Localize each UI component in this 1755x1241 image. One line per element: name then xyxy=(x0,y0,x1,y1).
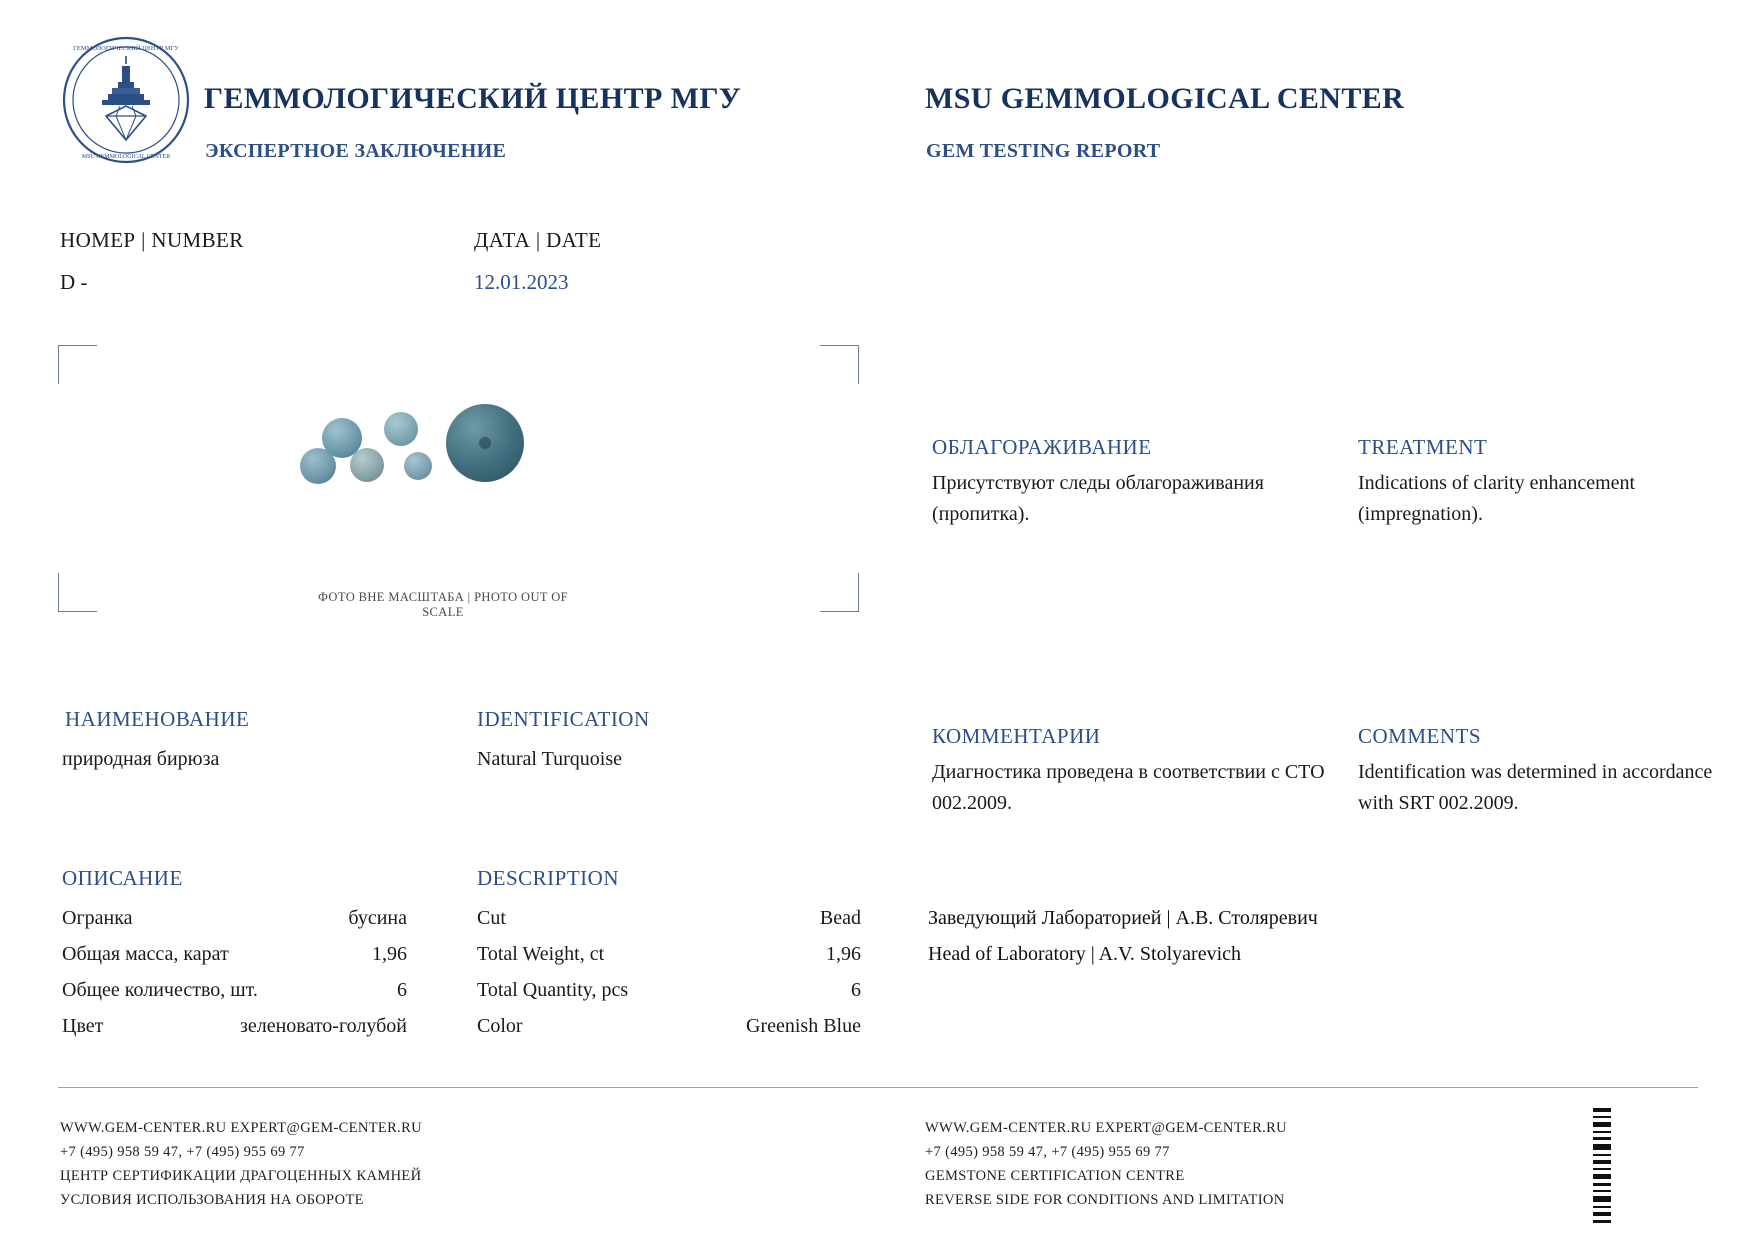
svg-text:MSU GEMMOLOGICAL CENTER: MSU GEMMOLOGICAL CENTER xyxy=(81,154,171,160)
number-value: D - xyxy=(60,270,88,294)
description-table-ru xyxy=(62,900,407,1044)
bead-6 xyxy=(404,452,432,480)
bead-5 xyxy=(350,448,384,482)
number-label: НОМЕР | NUMBER xyxy=(60,228,244,252)
row-value: зеленовато-голубой xyxy=(239,1015,407,1037)
treatment-title-ru: ОБЛАГОРАЖИВАНИЕ xyxy=(932,435,1152,459)
footer-right xyxy=(925,1116,1287,1212)
table-row xyxy=(62,900,407,936)
footer-divider xyxy=(58,1087,1698,1088)
identification-title-ru: НАИМЕНОВАНИЕ xyxy=(65,707,250,731)
identification-value-ru: природная бирюза xyxy=(62,748,220,770)
table-row xyxy=(62,936,407,972)
table-row xyxy=(62,1008,407,1044)
description-title-en: DESCRIPTION xyxy=(477,866,620,890)
photo-frame-corner-bottom-left xyxy=(58,573,97,612)
description-title-ru: ОПИСАНИЕ xyxy=(62,866,183,890)
treatment-body-en: Indications of clarity enhancement (impregnation). xyxy=(1358,472,1636,525)
photo-frame-corner-top-left xyxy=(58,345,97,384)
treatment-title-en: TREATMENT xyxy=(1358,435,1488,459)
date-value: 12.01.2023 xyxy=(474,270,569,294)
row-key: Total Weight, ct xyxy=(477,943,605,965)
row-key: Color xyxy=(477,1015,523,1037)
bead-3 xyxy=(384,412,418,446)
photo-frame-corner-bottom-right xyxy=(820,573,859,612)
header-subtitle-ru: ЭКСПЕРТНОЕ ЗАКЛЮЧЕНИЕ xyxy=(205,140,507,162)
footer-left xyxy=(60,1116,422,1212)
signature-line-en: Head of Laboratory | A.V. Stolyarevich xyxy=(928,943,1241,965)
row-key: Общая масса, карат xyxy=(62,943,229,965)
comments-body-ru: Диагностика проведена в соответствии с СТО 002.2009. xyxy=(932,761,1325,814)
photo-caption: ФОТО ВНЕ МАСШТАБА | PHOTO OUT OF SCALE xyxy=(317,590,569,619)
row-key: Цвет xyxy=(62,1015,104,1037)
row-value: Greenish Blue xyxy=(746,1015,861,1037)
footer-line: ЦЕНТР СЕРТИФИКАЦИИ ДРАГОЦЕННЫХ КАМНЕЙ xyxy=(60,1168,422,1184)
row-key: Общее количество, шт. xyxy=(62,979,258,1001)
footer-line: GEMSTONE CERTIFICATION CENTRE xyxy=(925,1168,1185,1184)
row-value: 1,96 xyxy=(826,943,861,965)
header-title-en: MSU GEMMOLOGICAL CENTER xyxy=(925,82,1405,115)
signature-line-ru: Заведующий Лабораторией | А.В. Столяревич xyxy=(928,907,1318,929)
table-row xyxy=(477,900,861,936)
comments-title-en: COMMENTS xyxy=(1358,724,1482,748)
row-key: Cut xyxy=(477,907,506,929)
row-key: Total Quantity, pcs xyxy=(477,979,629,1001)
msu-gemmological-center-seal-icon xyxy=(62,36,190,164)
row-value: 1,96 xyxy=(372,943,407,965)
row-value: Bead xyxy=(819,907,861,929)
table-row xyxy=(477,972,861,1008)
barcode-icon xyxy=(1593,1108,1611,1228)
footer-line: REVERSE SIDE FOR CONDITIONS AND LIMITATION xyxy=(925,1192,1285,1208)
footer-line: WWW.GEM-CENTER.RU EXPERT@GEM-CENTER.RU xyxy=(60,1120,422,1136)
row-key: Огранка xyxy=(62,907,133,929)
photo-frame-corner-top-right xyxy=(820,345,859,384)
table-row xyxy=(62,972,407,1008)
comments-body-en: Identification was determined in accordance with SRT 002.2009. xyxy=(1358,761,1713,814)
footer-line: WWW.GEM-CENTER.RU EXPERT@GEM-CENTER.RU xyxy=(925,1120,1287,1136)
footer-line: +7 (495) 958 59 47, +7 (495) 955 69 77 xyxy=(60,1144,305,1160)
bead-4 xyxy=(300,448,336,484)
date-label: ДАТА | DATE xyxy=(474,228,602,252)
identification-value-en: Natural Turquoise xyxy=(477,748,622,770)
svg-text:ГЕММОЛОГИЧЕСКИЙ ЦЕНТР МГУ: ГЕММОЛОГИЧЕСКИЙ ЦЕНТР МГУ xyxy=(73,45,179,52)
row-value: 6 xyxy=(397,979,407,1001)
treatment-body-ru: Присутствуют следы облагораживания (пропитка). xyxy=(932,472,1264,525)
bead-large-hole xyxy=(446,404,524,482)
table-row xyxy=(477,936,861,972)
description-table-en xyxy=(477,900,861,1044)
footer-line: +7 (495) 958 59 47, +7 (495) 955 69 77 xyxy=(925,1144,1170,1160)
table-row xyxy=(477,1008,861,1044)
footer-line: УСЛОВИЯ ИСПОЛЬЗОВАНИЯ НА ОБОРОТЕ xyxy=(60,1192,364,1208)
header-subtitle-en: GEM TESTING REPORT xyxy=(926,140,1161,162)
comments-title-ru: КОММЕНТАРИИ xyxy=(932,724,1101,748)
row-value: бусина xyxy=(348,907,407,929)
row-value: 6 xyxy=(851,979,861,1001)
identification-title-en: IDENTIFICATION xyxy=(477,707,650,731)
header-title-ru: ГЕММОЛОГИЧЕСКИЙ ЦЕНТР МГУ xyxy=(204,82,742,115)
gem-photo xyxy=(300,390,590,540)
